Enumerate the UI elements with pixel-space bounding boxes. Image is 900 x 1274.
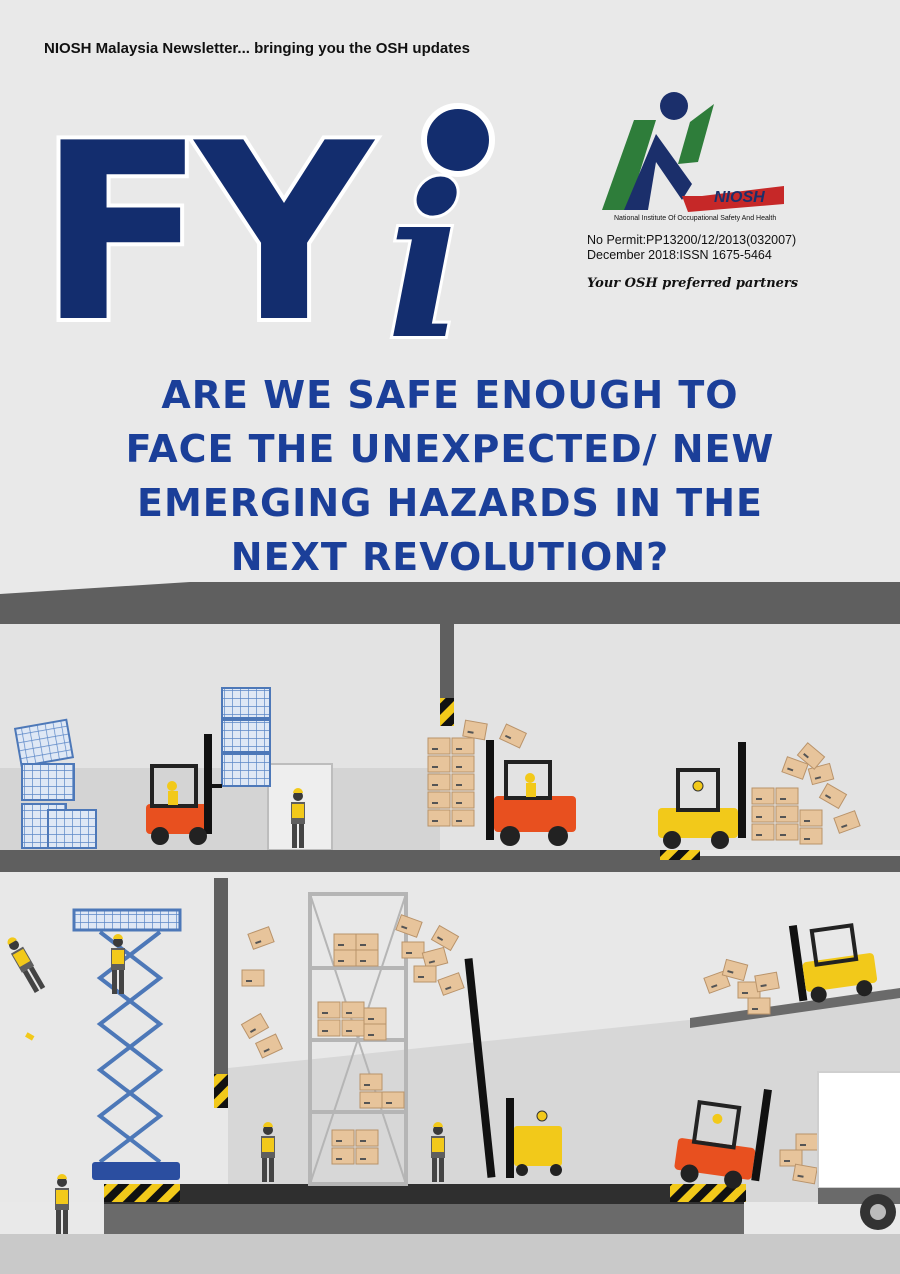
newsletter-tagline: NIOSH Malaysia Newsletter... bringing you the OSH updates (44, 40, 470, 57)
masthead-i: i (386, 139, 466, 348)
hazard-strip-left (104, 1184, 180, 1202)
roof (0, 582, 900, 624)
ground-base (104, 1204, 744, 1234)
logo-name: NIOSH (714, 189, 765, 206)
ground-floor (104, 1184, 744, 1204)
headline-line-1: ARE WE SAFE ENOUGH TO (161, 373, 739, 417)
cover-headline (60, 368, 840, 584)
warehouse-illustration (0, 578, 900, 1274)
upper-floor-ledge (700, 856, 900, 872)
upper-floor (0, 850, 700, 872)
headline-line-2: FACE THE UNEXPECTED/ NEW (125, 427, 775, 471)
headline-line-3: EMERGING HAZARDS IN THE (137, 481, 763, 525)
street (0, 1234, 900, 1274)
hazard-strip-upper (660, 850, 700, 860)
headline-line-4: NEXT REVOLUTION? (230, 535, 670, 579)
permit-number: No Permit:PP13200/12/2013(032007) (587, 233, 797, 247)
logo-head (660, 92, 688, 120)
delivery-truck (818, 1072, 900, 1230)
lower-column (214, 878, 228, 1074)
column-hazard (440, 698, 454, 726)
logo-fullname: National Institute Of Occupational Safety And Health (614, 215, 777, 222)
permit-info (587, 233, 796, 263)
wire-cages-stack (222, 688, 270, 786)
masthead-letters: FY (38, 91, 363, 348)
lower-column-hazard (214, 1074, 228, 1108)
niosh-logo (594, 92, 794, 227)
slogan: Your OSH preferred partners (587, 276, 799, 291)
fyi-masthead (30, 78, 510, 348)
issue-date-issn: December 2018:ISSN 1675-5464 (587, 248, 772, 262)
